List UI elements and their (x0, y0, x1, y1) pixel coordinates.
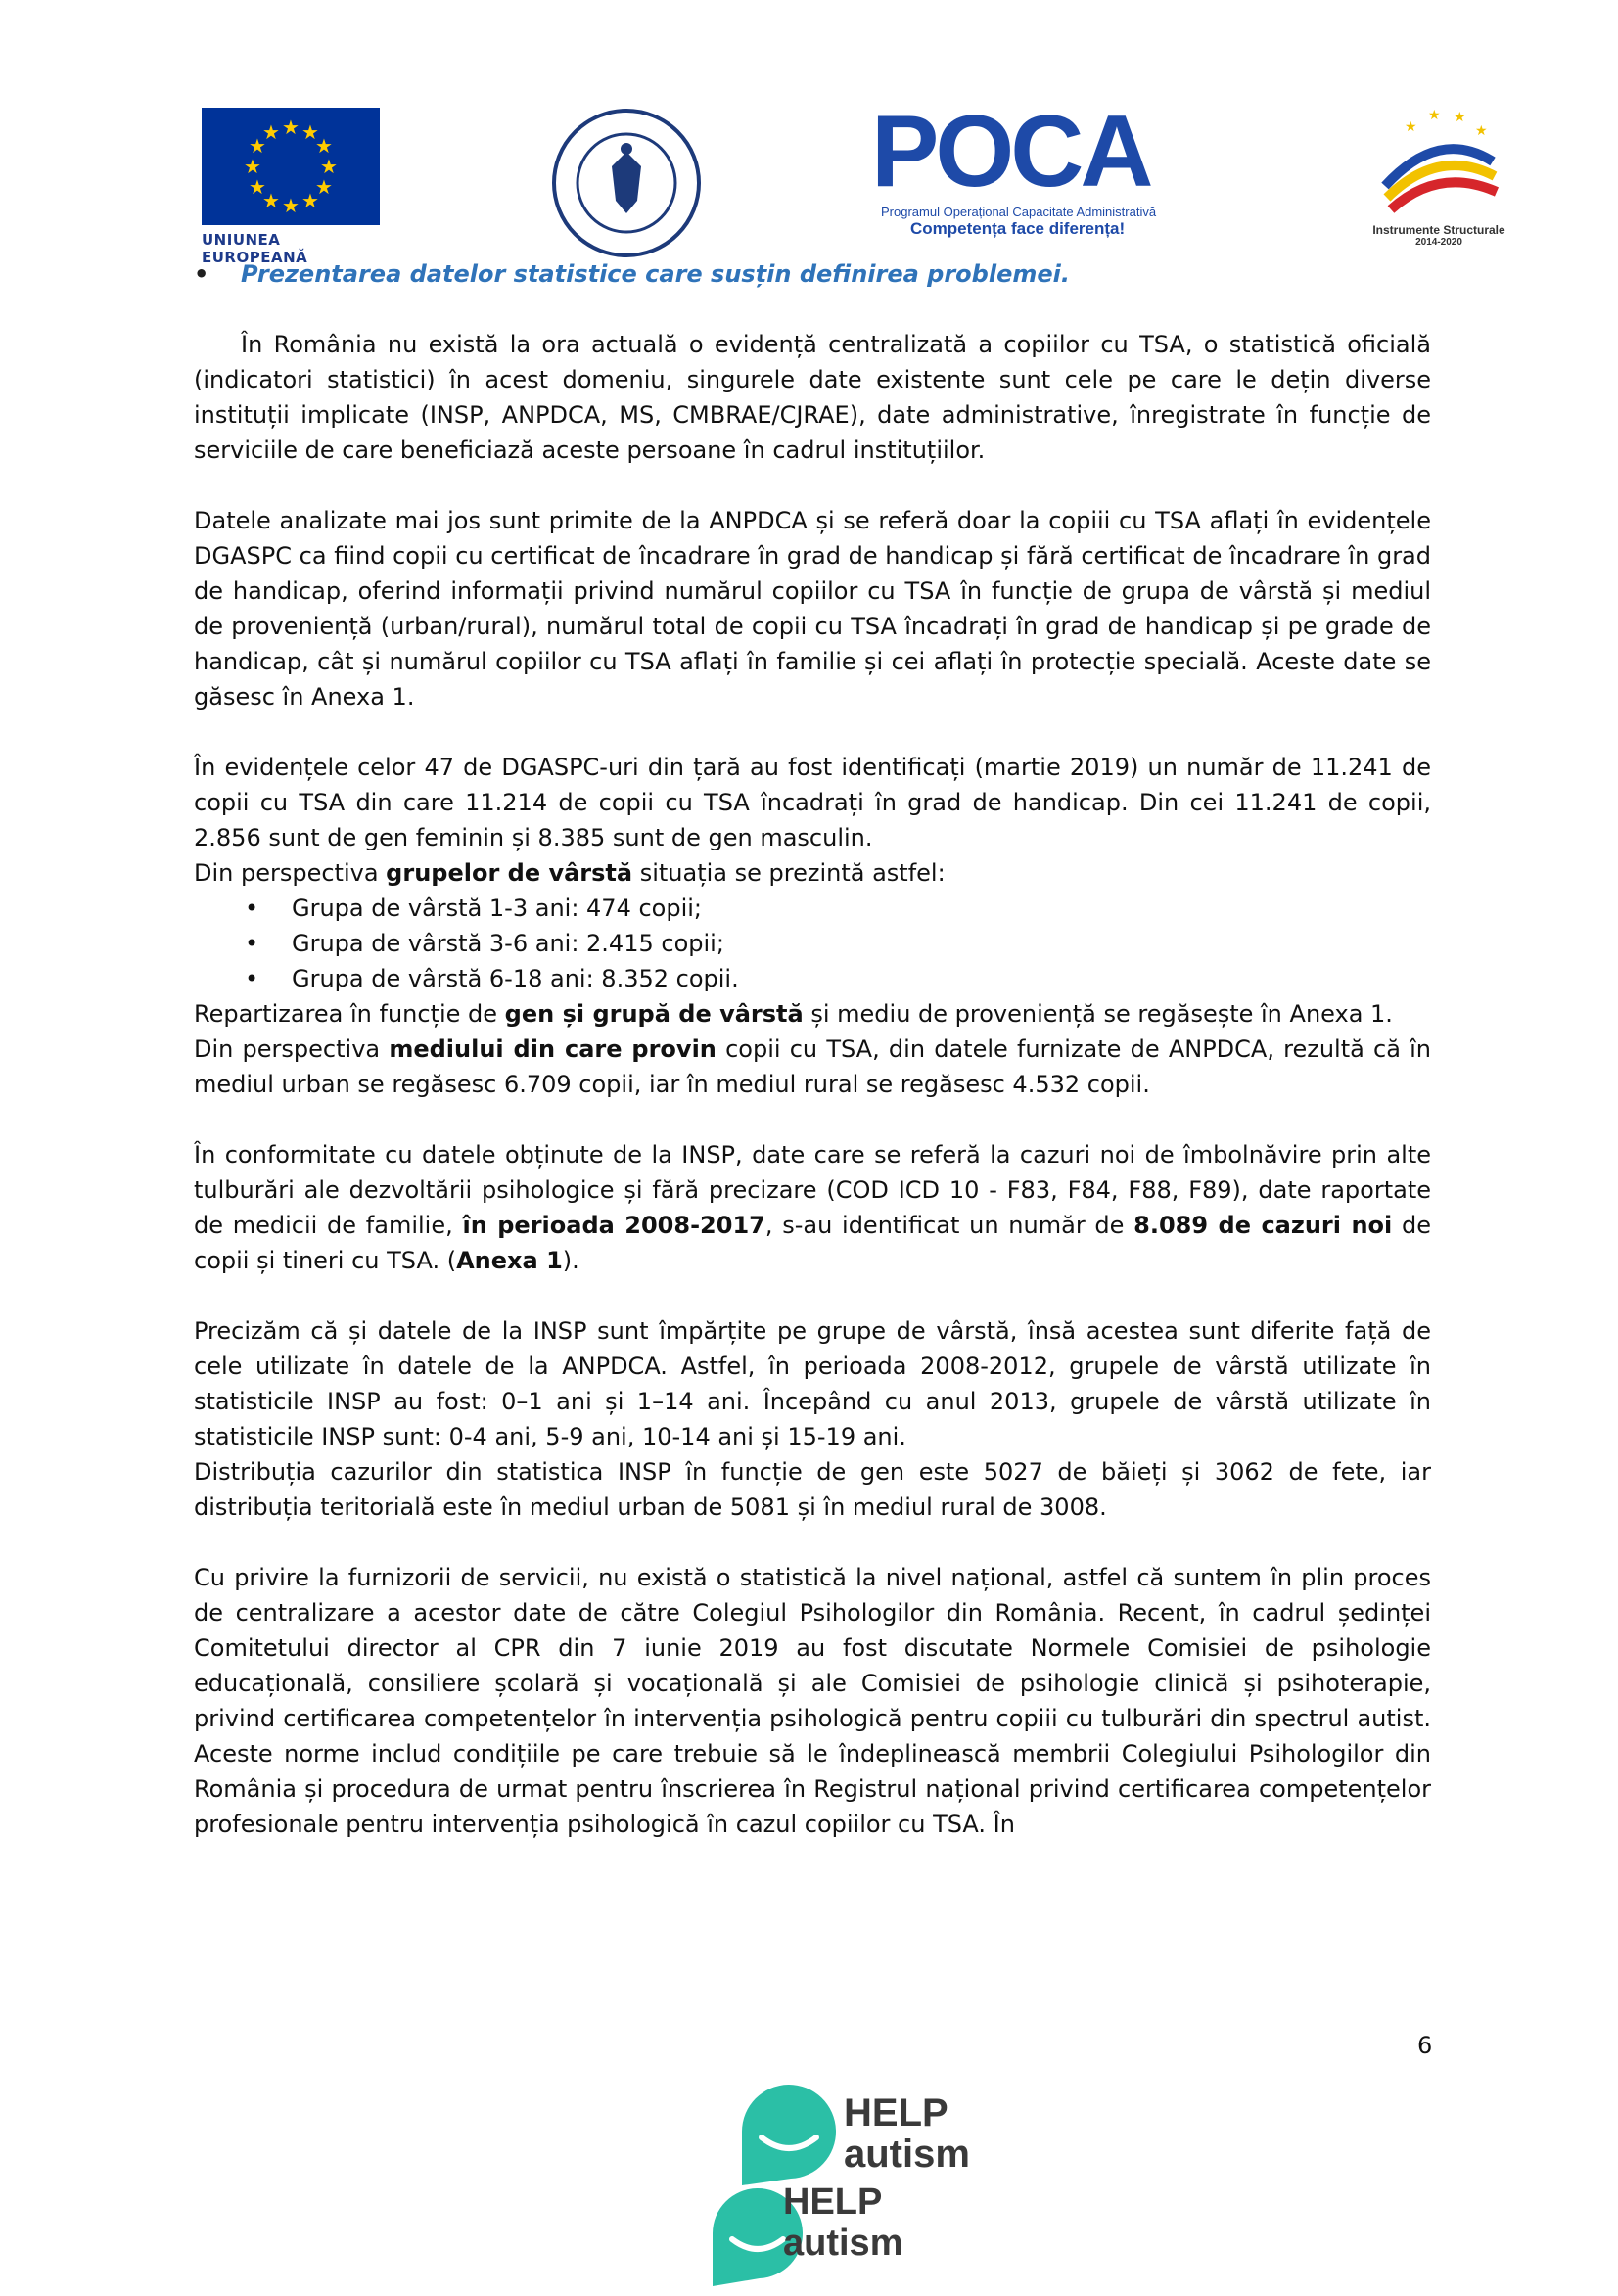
svg-text:★: ★ (1475, 123, 1488, 139)
help-logo-line1: HELP (844, 2091, 948, 2135)
paragraph: Datele analizate mai jos sunt primite de la ANPDCA și se referă doar la copiii cu TSA aflați în evidențele DGASPC ca fiind copii cu certificat de încadrare în grad de handicap și fără certificat de încadrare în grad de handicap, oferind informații privind numărul copiilor cu TSA în funcție de grupa de vârstă și mediul de proveniență (urban/rural), numărul total de copii cu TSA încadrați în grad de handicap și pe grade de handicap, cât și numărul copiilor cu TSA aflați în familie și cei aflați în protecție specială. Aceste date se găsesc în Anexa 1. (194, 507, 1431, 711)
svg-text:★: ★ (282, 194, 300, 217)
section-heading-text: Prezentarea datelor statistice care susțin definirea problemei. (241, 260, 1070, 288)
instrumente-structurale-logo (1361, 108, 1517, 254)
svg-text:★: ★ (262, 189, 280, 212)
svg-text:★: ★ (320, 155, 338, 178)
svg-text:★: ★ (315, 175, 333, 199)
svg-text:★: ★ (249, 134, 266, 158)
svg-text:★: ★ (249, 175, 266, 199)
paragraph: Distribuția cazurilor din statistica INSP în funcție de gen este 5027 de băieți și 3062 de fete, iar distribuția teritorială este în mediul urban de 5081 și în mediul rural de 3008. (194, 1458, 1431, 1521)
paragraph: Precizăm că și datele de la INSP sunt împărțite pe grupe de vârstă, însă acestea sunt diferite față de cele utilizate în datele de la ANPDCA. Astfel, în perioada 2008-2012, grupele de vârstă utilizate în statisticile INSP au fost: 0–1 ani și 1–14 ani. Începând cu anul 2013, grupele de vârstă utilizate în statisticile INSP sunt: 0-4 ani, 5-9 ani, 10-14 ani și 15-19 ani. (194, 1317, 1431, 1450)
svg-text:★: ★ (301, 120, 319, 144)
paragraph: În evidențele celor 47 de DGASPC-uri din țară au fost identificați (martie 2019) un număr de 11.241 de copii cu TSA din care 11.214 de copii cu TSA încadrați în grad de handicap. Din cei 11.241 de copii, 2.856 sunt de gen feminin și 8.385 sunt de gen masculin. (194, 754, 1431, 851)
help-logo-line1: HELP (783, 2184, 883, 2223)
document-body (194, 256, 1431, 1842)
list-item: • Grupa de vârstă 6-18 ani: 8.352 copii. (194, 961, 1431, 996)
help-autism-icon (732, 2073, 977, 2190)
paragraph: Din perspectiva grupelor de vârstă situația se prezintă astfel: (194, 859, 946, 887)
help-logo-line2: autism (783, 2223, 903, 2264)
is-years: 2014-2020 (1415, 237, 1462, 248)
eu-flag-icon (202, 108, 380, 225)
paragraph: Repartizarea în funcție de gen și grupă de vârstă și mediu de proveniență se regăsește în Anexa 1. (194, 1000, 1393, 1028)
help-autism-icon (703, 2184, 948, 2292)
help-autism-logo-repeat (703, 2184, 948, 2292)
government-seal-icon (551, 108, 702, 258)
svg-text:★: ★ (301, 189, 319, 212)
bullet-icon: • (194, 260, 209, 288)
eu-logo (202, 108, 383, 266)
poca-logo (871, 95, 1204, 250)
svg-text:★: ★ (262, 120, 280, 144)
paragraph: Din perspectiva mediului din care provin copii cu TSA, din datele furnizate de ANPDCA, rezultă că în mediul urban se regăsesc 6.709 copii, iar în mediul rural se regăsesc 4.532 copii. (194, 1035, 1432, 1098)
list-item: • Grupa de vârstă 3-6 ani: 2.415 copii; (194, 926, 1431, 961)
is-caption: Instrumente Structurale (1372, 223, 1505, 237)
list-item: • Grupa de vârstă 1-3 ani: 474 copii; (194, 891, 1431, 926)
page-number: 6 (1417, 2032, 1433, 2059)
svg-text:★: ★ (1428, 108, 1441, 123)
section-heading (194, 256, 1431, 292)
svg-text:★: ★ (315, 134, 333, 158)
paragraph: În România nu există la ora actuală o evidență centralizată a copiilor cu TSA, o statistică oficială (indicatori statistici) în acest domeniu, singurele date existente sunt cele pe care le dețin diverse instituții implicate (INSP, ANPDCA, MS, CMBRAE/CJRAE), date administrative, înregistrate în funcție de serviciile de care beneficiază aceste persoane în cadrul instituțiilor. (194, 331, 1431, 464)
age-group-list (194, 891, 1431, 996)
svg-text:★: ★ (282, 115, 300, 139)
svg-text:★: ★ (1405, 119, 1417, 135)
help-autism-logo (732, 2073, 977, 2190)
government-seal-logo (551, 108, 702, 258)
poca-slogan: Competența face diferența! (910, 219, 1126, 238)
eu-caption: UNIUNEA EUROPEANĂ (202, 231, 308, 266)
poca-wordmark: POCA (871, 95, 1150, 208)
paragraph: În conformitate cu datele obținute de la INSP, date care se referă la cazuri noi de îmbolnăvire prin alte tulburări ale dezvoltării psihologice și fără precizare (COD ICD 10 - F83, F84, F88, F89), date raportate de medicii de familie, în perioada 2008-2017, s-au identificat un număr de 8.089 de cazuri noi de copii și tineri cu TSA. (Anexa 1). (194, 1141, 1432, 1274)
svg-text:★: ★ (1454, 110, 1466, 125)
header-logos (0, 0, 1618, 264)
svg-text:★: ★ (244, 155, 261, 178)
help-logo-line2: autism (844, 2133, 970, 2176)
poca-subtitle: Programul Operațional Capacitate Administrativă (881, 205, 1157, 219)
paragraph: Cu privire la furnizorii de servicii, nu există o statistică la nivel național, astfel că suntem în plin proces de centralizare a acestor date de către Colegiul Psihologilor din România. Recent, în cadrul ședinței Comitetului director al CPR din 7 iunie 2019 au fost discutate Normele Comisiei de psihologie educațională, consiliere școlară și vocațională și ale Comisiei de psihologie clinică și psihoterapie, privind certificarea competențelor în intervenția psihologică pentru copiii cu tulburări din spectrul autist. Aceste norme includ condițiile pe care trebuie să le îndeplinească membrii Colegiului Psihologilor din România și procedura de urmat pentru înscrierea în Registrul național privind certificarea competențelor profesionale pentru intervenția psihologică în cazul copiilor cu TSA. În (194, 1564, 1431, 1838)
structural-instruments-icon (1365, 108, 1512, 215)
